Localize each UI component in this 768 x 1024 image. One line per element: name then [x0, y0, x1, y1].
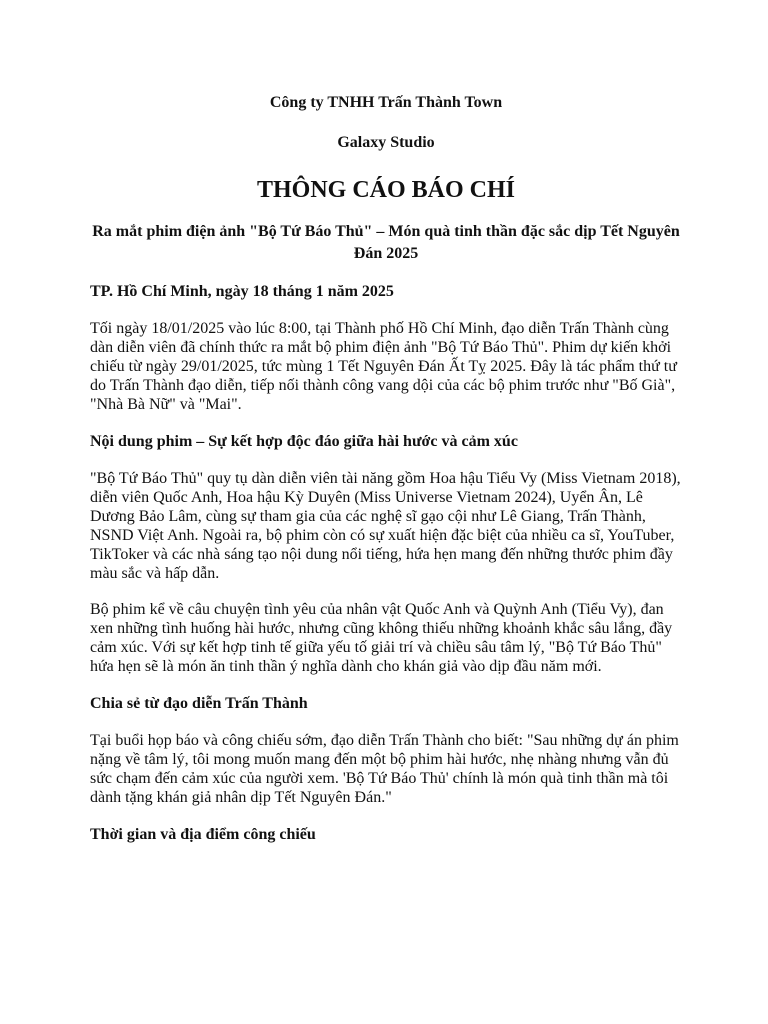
section-heading-content: Nội dung phim – Sự kết hợp độc đáo giữa hài hước và cảm xúc — [90, 433, 518, 450]
document-subtitle: Ra mắt phim điện ảnh "Bộ Tứ Báo Thủ" – Món quà tinh thần đặc sắc dịp Tết Nguyên Đán 2025 — [92, 223, 680, 262]
section-heading-director: Chia sẻ từ đạo diễn Trấn Thành — [90, 695, 308, 712]
studio-name: Galaxy Studio — [337, 134, 435, 151]
company-name: Công ty TNHH Trấn Thành Town — [269, 94, 503, 111]
intro-paragraph: Tối ngày 18/01/2025 vào lúc 8:00, tại Thành phố Hồ Chí Minh, đạo diễn Trấn Thành cùng dàn diễn viên đã chính thức ra mắt bộ phim điện ảnh "Bộ Tứ Báo Thủ". Phim dự kiến khởi chiếu từ ngày 29/01/2025, tức mùng 1 Tết Nguyên Đán Ất Tỵ 2025. Đây là tác phẩm thứ tư do Trấn Thành đạo diễn, tiếp nối thành công vang dội của các bộ phim trước như "Bố Già", "Nhà Bà Nữ" và "Mai". — [90, 320, 677, 413]
dateline: TP. Hồ Chí Minh, ngày 18 tháng 1 năm 2025 — [90, 283, 394, 300]
content-paragraph-1: "Bộ Tứ Báo Thủ" quy tụ dàn diễn viên tài năng gồm Hoa hậu Tiểu Vy (Miss Vietnam 2018), diễn viên Quốc Anh, Hoa hậu Kỳ Duyên (Miss Universe Vietnam 2024), Uyển Ân, Lê Dương Bảo Lâm, cùng sự tham gia của các nghệ sĩ gạo cội như Lê Giang, Trấn Thành, NSND Việt Anh. Ngoài ra, bộ phim còn có sự xuất hiện đặc biệt của nhiều ca sĩ, YouTuber, TikToker và các nhà sáng tạo nội dung nổi tiếng, hứa hẹn mang đến những thước phim đầy màu sắc và hấp dẫn. — [90, 470, 681, 582]
document-title: THÔNG CÁO BÁO CHÍ — [256, 177, 516, 203]
document-page — [90, 93, 682, 862]
section-heading-schedule: Thời gian và địa điểm công chiếu — [90, 826, 316, 843]
director-paragraph: Tại buổi họp báo và công chiếu sớm, đạo diễn Trấn Thành cho biết: "Sau những dự án phim nặng về tâm lý, tôi mong muốn mang đến một bộ phim hài hước, nhẹ nhàng nhưng vẫn đủ sức chạm đến cảm xúc của người xem. 'Bộ Tứ Báo Thủ' chính là món quà tinh thần mà tôi dành tặng khán giả nhân dịp Tết Nguyên Đán." — [90, 732, 679, 806]
content-paragraph-2: Bộ phim kể về câu chuyện tình yêu của nhân vật Quốc Anh và Quỳnh Anh (Tiểu Vy), đan xen những tình huống hài hước, nhưng cũng không thiếu những khoảnh khắc sâu lắng, đầy cảm xúc. Với sự kết hợp tinh tế giữa yếu tố giải trí và chiều sâu tâm lý, "Bộ Tứ Báo Thủ" hứa hẹn sẽ là món ăn tinh thần ý nghĩa dành cho khán giả vào dịp đầu năm mới. — [90, 601, 673, 675]
